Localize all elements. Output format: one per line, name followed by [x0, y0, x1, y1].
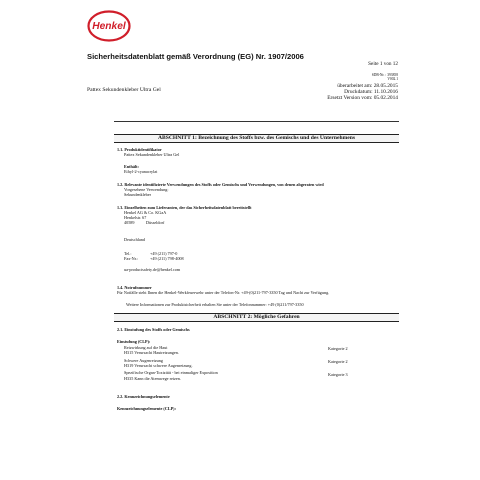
intended-use-label: Vorgesehene Verwendung:: [124, 187, 169, 192]
subsection-1-2-title: 1.2. Relevante identifizierte Verwendungen des Stoffs oder Gemischs und Verwendungen, von denen abgeraten wird: [117, 182, 324, 187]
phone-label: Tel.:: [124, 251, 132, 256]
company-city: Düsseldorf: [146, 220, 165, 225]
divider: [114, 121, 399, 122]
subsection-2-1-title: 2.1. Einstufung des Stoffs oder Gemischs: [117, 327, 190, 332]
hazard-row: H315 Verursacht Hautreizungen.: [124, 350, 179, 355]
phone-value: +49 (211) 797-0: [150, 251, 178, 256]
hazard-row: Schwere Augenreizung: [124, 358, 163, 363]
subsection-1-4-title: 1.4. Notrufnummer: [117, 285, 152, 290]
company-name: Henkel AG & Co. KGaA: [124, 210, 167, 215]
document-title: Sicherheitsdatenblatt gemäß Verordnung (EG) Nr. 1907/2006: [87, 52, 304, 61]
revision-dates: [327, 83, 398, 102]
subsection-1-1-title: 1.1. Produktidentifikator: [117, 147, 162, 152]
subsection-1-3-title: 1.3. Einzelheiten zum Lieferanten, der das Sicherheitsdatenblatt bereitstellt: [117, 205, 252, 210]
fax-label: Fax-Nr.:: [124, 256, 139, 261]
sdb-number: SDB-Nr. : 393858: [371, 73, 398, 77]
hazard-row: H335 Kann die Atemwege reizen.: [124, 376, 181, 381]
hazard-category: Kategorie 2: [328, 346, 348, 351]
contains-label: Enthält:: [124, 164, 139, 169]
intended-use-value: Sekundenkleber: [124, 192, 151, 197]
hazard-row: H319 Verursacht schwere Augenreizung.: [124, 363, 193, 368]
contact-email: ua-productsafety.de@henkel.com: [124, 267, 181, 272]
revised-date: überarbeitet am: 28.05.2015: [337, 83, 398, 89]
emergency-text: Für Notfälle steht Ihnen die Henkel-Werkfeuerwehr unter der Telefon-Nr. +49-(0)211-797-3350 Tag und Nacht zur Verfügung.: [117, 290, 330, 295]
page-number: Seite 1 von 12: [368, 61, 398, 67]
henkel-logo: [87, 10, 131, 42]
more-info-text: Weitere Informationen zur Produktsicherheit erhalten Sie unter der Telefonnummer: +49 (0)211/797-3350: [126, 302, 304, 307]
hazard-category: Kategorie 2: [328, 359, 348, 364]
hazard-row: Reizwirkung auf die Haut: [124, 345, 168, 350]
clp-classification-label: Einstufung (CLP):: [117, 339, 151, 344]
print-date: Druckdatum: 11.10.2016: [344, 89, 398, 96]
section-2-heading: ABSCHNITT 2: Mögliche Gefahren: [114, 313, 399, 322]
section-1-heading: ABSCHNITT 1: Bezeichnung des Stoffs bzw. des Gemischs und des Unternehmens: [114, 134, 399, 143]
logo-text: Henkel: [92, 21, 126, 33]
hazard-category: Kategorie 3: [328, 372, 348, 377]
product-name: Pattex Sekundenkleber Ultra Gel: [87, 87, 161, 93]
company-zip: 40589: [124, 220, 135, 225]
company-street: Henkelstr. 67: [124, 215, 147, 220]
subsection-2-2-title: 2.2. Kennzeichnungselemente: [117, 394, 170, 399]
company-country: Deutschland: [124, 237, 145, 242]
fax-value: +49 (211) 798-4008: [150, 256, 184, 261]
hazard-row: Spezifische Organ-Toxizität - bei einmaliger Exposition: [124, 370, 218, 375]
sdb-meta: [372, 73, 398, 81]
version: V002.1: [387, 77, 398, 81]
product-identifier: Pattex Sekundenkleber Ultra Gel: [124, 152, 180, 157]
contains-value: Ethyl-2-cyanacrylat: [124, 169, 158, 174]
replaces-version: Ersetzt Version vom: 05.02.2014: [327, 95, 398, 102]
label-elements-heading: Kennzeichnungselemente (CLP):: [117, 406, 176, 411]
